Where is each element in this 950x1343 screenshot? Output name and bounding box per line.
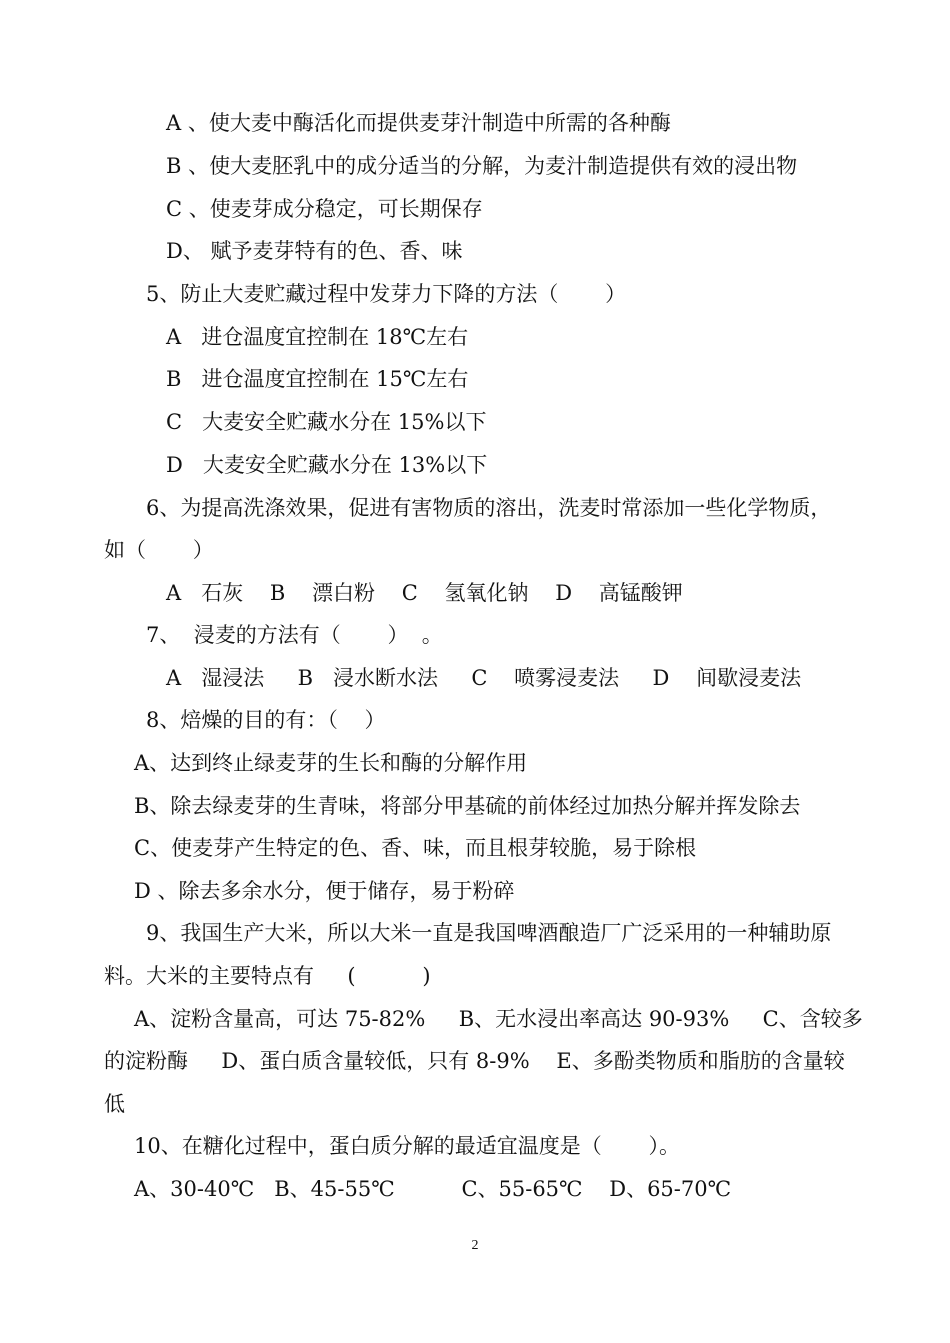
question-9-line-1: 9、我国生产大米，所以大米一直是我国啤酒酿造厂广泛采用的一种辅助原	[146, 921, 832, 945]
question-7: 7、 浸麦的方法有（ ） 。	[146, 623, 443, 647]
option-4b: B 、使大麦胚乳中的成分适当的分解，为麦汁制造提供有效的浸出物	[166, 154, 798, 178]
options-9-line-3: 低	[104, 1092, 125, 1116]
question-5: 5、防止大麦贮藏过程中发芽力下降的方法（ ）	[146, 282, 627, 306]
option-5d: D 大麦安全贮藏水分在 13%以下	[166, 453, 488, 477]
options-10: A、30-40℃ B、45-55℃ C、55-65℃ D、65-70℃	[134, 1177, 732, 1201]
question-8: 8、焙燥的目的有：（ ）	[146, 708, 386, 732]
options-9-line-1: A、淀粉含量高，可达 75-82% B、无水浸出率高达 90-93% C、含较多	[134, 1007, 863, 1031]
option-8b: B、除去绿麦芽的生青味，将部分甲基硫的前体经过加热分解并挥发除去	[134, 794, 801, 818]
options-7: A 湿浸法 B 浸水断水法 C 喷雾浸麦法 D 间歇浸麦法	[166, 666, 802, 690]
options-6: A 石灰 B 漂白粉 C 氢氧化钠 D 高锰酸钾	[166, 581, 683, 605]
option-4d: D、 赋予麦芽特有的色、香、味	[166, 239, 463, 263]
option-5a: A 进仓温度宜控制在 18℃左右	[166, 325, 469, 349]
options-9-line-2: 的淀粉酶 D、蛋白质含量较低，只有 8-9% E、多酚类物质和脂肪的含量较	[104, 1049, 845, 1073]
option-4c: C 、使麦芽成分稳定，可长期保存	[166, 197, 483, 221]
option-4a: A 、使大麦中酶活化而提供麦芽汁制造中所需的各种酶	[166, 111, 671, 135]
question-10: 10、在糖化过程中，蛋白质分解的最适宜温度是（ ）。	[134, 1134, 680, 1158]
option-8d: D 、除去多余水分，便于储存，易于粉碎	[134, 879, 515, 903]
option-8a: A、达到终止绿麦芽的生长和酶的分解作用	[134, 751, 528, 775]
page-number: 2	[471, 1238, 479, 1253]
option-8c: C、使麦芽产生特定的色、香、味，而且根芽较脆，易于除根	[134, 836, 697, 860]
question-9-line-2: 料。大米的主要特点有 ( )	[104, 964, 431, 988]
option-5b: B 进仓温度宜控制在 15℃左右	[166, 367, 469, 391]
question-6-line-1: 6、为提高洗涤效果，促进有害物质的溶出，洗麦时常添加一些化学物质，	[146, 496, 832, 520]
option-5c: C 大麦安全贮藏水分在 15%以下	[166, 410, 487, 434]
question-6-line-2: 如（ ）	[104, 538, 214, 562]
